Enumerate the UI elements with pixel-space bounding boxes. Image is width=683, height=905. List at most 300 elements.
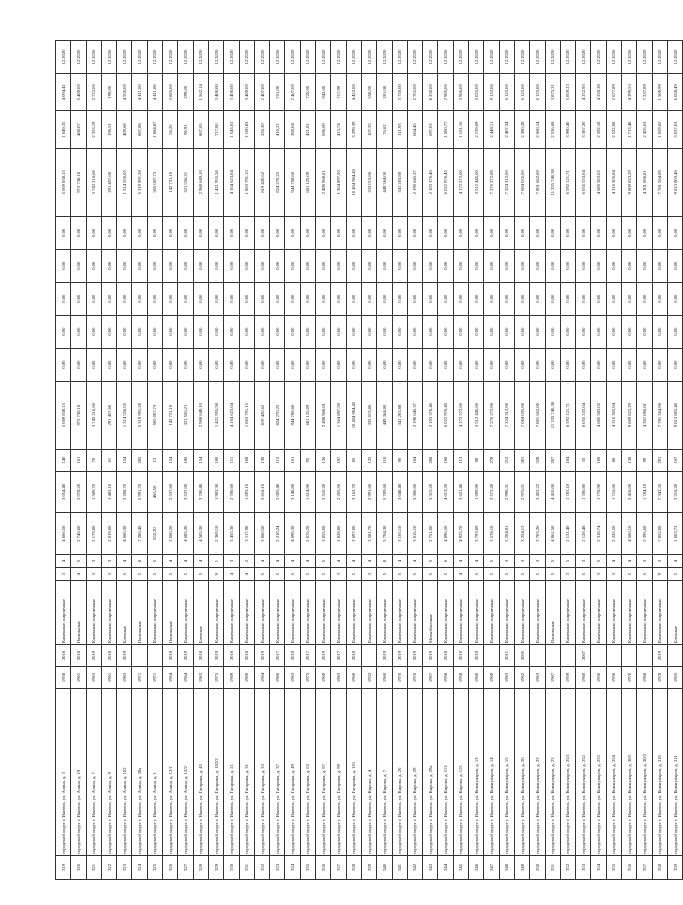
table-cell-floors: 5 (576, 568, 591, 581)
table-cell-year-built: 1960 (377, 666, 392, 688)
table-cell-rate: 7 237,89 (637, 74, 652, 111)
table-cell-total-area: 5 794,30 (377, 513, 392, 555)
table-cell-year-repair: 2017 (270, 645, 285, 667)
table-cell-col-b: 0,00 (438, 315, 453, 348)
table-cell-year-built: 1978 (652, 666, 667, 688)
table-cell-address: городской округ г. Ижевск, ул. Гагарина, д. 99 (331, 688, 346, 855)
table-cell-end-date: 12.2020 (514, 41, 529, 74)
table-cell-address: городской округ г. Ижевск, ул. Коммунаров, д. 25/1 (560, 688, 575, 855)
table-cell-num: 321 (86, 855, 101, 879)
table-cell-num: 334 (285, 855, 300, 879)
table-cell-col-e: 0,00 (270, 216, 285, 249)
table-cell-rate: 550,00 (361, 74, 376, 111)
table-cell-col-d: 0,00 (300, 249, 315, 282)
table-cell-balance: 1 421 955,58 (208, 148, 223, 216)
table-cell-col-b: 0,00 (591, 315, 606, 348)
table-cell-living-area: 465,50 (147, 471, 162, 513)
table-cell-col-e: 0,00 (178, 216, 193, 249)
table-cell-year-repair (606, 645, 621, 667)
table-cell-total-area: 4 896,50 (438, 513, 453, 555)
table-cell-year-repair: 2018 (163, 645, 178, 667)
table-cell-floors: 5 (530, 568, 545, 581)
table-cell-wall-material: Каменные, кирпичные (86, 581, 101, 645)
table-cell-num: 331 (239, 855, 254, 879)
table-cell-wall-material: Каменные, кирпичные (239, 581, 254, 645)
table-row (147, 41, 162, 880)
table-cell-rate: 1 500,99 (652, 74, 667, 111)
table-cell-total-area: 4 090,30 (285, 513, 300, 555)
table-cell-wall-material: Каменные, кирпичные (224, 581, 239, 645)
table-cell-col-a: 0,00 (178, 348, 193, 381)
table-cell-entrances: 4 (56, 555, 71, 568)
table-cell-end-date: 12.2020 (208, 41, 223, 74)
table-cell-wall-material: Блочные (667, 581, 682, 645)
table-cell-col-a: 0,00 (499, 348, 514, 381)
table-cell-rate: 4 252,93 (576, 74, 591, 111)
table-cell-per-sqm: 2 660,14 (530, 111, 545, 148)
table-cell-col-b: 0,00 (637, 315, 652, 348)
table-cell-fund-amount: 11 335 740,38 (545, 381, 560, 449)
table-cell-end-date: 12.2020 (560, 41, 575, 74)
table-cell-fund-amount: 321 556,21 (178, 381, 193, 449)
table-cell-col-e: 0,00 (652, 216, 667, 249)
table-cell-col-a: 0,00 (56, 348, 71, 381)
table-cell-living-area: 3 054,40 (56, 471, 71, 513)
data-table (55, 40, 683, 880)
table-cell-floors: 5 (407, 568, 422, 581)
table-cell-fund-amount: 5 319 991,28 (132, 381, 147, 449)
table-cell-col-e: 0,00 (208, 216, 223, 249)
table-cell-col-c: 0,00 (224, 282, 239, 315)
table-cell-col-d: 0,00 (346, 249, 361, 282)
table-cell-residents: 328 (530, 449, 545, 471)
table-cell-col-b: 0,00 (576, 315, 591, 348)
table-cell-entrances: 5 (71, 555, 86, 568)
table-cell-living-area: 2 700,60 (224, 471, 239, 513)
table-cell-year-repair: 2019 (208, 645, 223, 667)
table-cell-col-b: 0,00 (499, 315, 514, 348)
table-cell-entrances: 5 (560, 555, 575, 568)
table-cell-year-repair (132, 645, 147, 667)
table-cell-col-a: 0,00 (254, 348, 269, 381)
table-cell-col-e: 0,00 (438, 216, 453, 249)
table-cell-col-c: 0,00 (606, 282, 621, 315)
table-cell-address: городской округ г. Ижевск, ул. Коммунаров, д. 254 (606, 688, 621, 855)
table-cell-col-e: 0,00 (469, 216, 484, 249)
table-cell-rate: 3 966,00 (453, 74, 468, 111)
table-row (499, 41, 514, 880)
table-cell-entrances: 4 (667, 555, 682, 568)
table-row (514, 41, 529, 880)
table-cell-entrances: 3 (514, 555, 529, 568)
table-cell-col-d: 0,00 (560, 249, 575, 282)
table-cell-per-sqm: 410,21 (270, 111, 285, 148)
table-cell-residents: 161 (285, 449, 300, 471)
table-row (101, 41, 116, 880)
table-cell-num: 339 (361, 855, 376, 879)
table-cell-rate: 9 132,00 (484, 74, 499, 111)
table-cell-total-area: 3 860,50 (254, 513, 269, 555)
table-cell-residents: 167 (667, 449, 682, 471)
table-cell-per-sqm: 2 455,63 (637, 111, 652, 148)
table-cell-year-built: 1969 (316, 666, 331, 688)
table-cell-fund-amount: 4 301 006,81 (637, 381, 652, 449)
table-cell-col-a: 0,00 (71, 348, 86, 381)
table-cell-year-repair: 2018 (101, 645, 116, 667)
table-cell-address: городской округ г. Ижевск, ул. Азина, д. 12/1 (163, 688, 178, 855)
table-cell-num: 320 (71, 855, 86, 879)
table-cell-wall-material: Каменные, кирпичные (178, 581, 193, 645)
table-cell-balance: 6 055 533,04 (576, 148, 591, 216)
table-cell-total-area: 3 703,26 (530, 513, 545, 555)
table-cell-col-d: 0,00 (545, 249, 560, 282)
table-cell-col-b: 0,00 (239, 315, 254, 348)
table-cell-col-a: 0,00 (576, 348, 591, 381)
table-cell-col-a: 0,00 (484, 348, 499, 381)
table-cell-per-sqm: 2 522,08 (606, 111, 621, 148)
table-cell-per-sqm: 226,20 (254, 111, 269, 148)
table-cell-balance: 449 364,00 (377, 148, 392, 216)
table-row (652, 41, 667, 880)
table-cell-balance: 2 103 376,40 (423, 148, 438, 216)
table-cell-col-c: 0,00 (530, 282, 545, 315)
table-cell-col-e: 0,00 (545, 216, 560, 249)
table-cell-fund-amount: 5 069 838,15 (56, 381, 71, 449)
table-cell-col-a: 0,00 (407, 348, 422, 381)
table-cell-total-area: 2 318,74 (591, 513, 606, 555)
table-cell-end-date: 12.2020 (438, 41, 453, 74)
table-cell-entrances: 4 (178, 555, 193, 568)
table-cell-floors: 4 (71, 568, 86, 581)
table-cell-col-a: 0,00 (438, 348, 453, 381)
table-cell-year-repair: 2018 (346, 645, 361, 667)
table-cell-floors: 5 (545, 568, 560, 581)
table-cell-total-area: 3 581,70 (361, 513, 376, 555)
table-row (392, 41, 407, 880)
table-cell-num: 337 (331, 855, 346, 879)
table-cell-per-sqm: 2 380,28 (514, 111, 529, 148)
table-cell-col-d: 0,00 (499, 249, 514, 282)
table-cell-per-sqm: 413,74 (331, 111, 346, 148)
table-cell-end-date: 12.2020 (361, 41, 376, 74)
table-cell-col-c: 0,00 (101, 282, 116, 315)
table-cell-year-repair: 2019 (117, 645, 132, 667)
table-cell-num: 357 (637, 855, 652, 879)
table-cell-fund-amount: 332 013,86 (361, 381, 376, 449)
table-cell-year-built: 1969 (484, 666, 499, 688)
table-cell-col-e: 0,00 (361, 216, 376, 249)
table-cell-col-d: 0,00 (132, 249, 147, 282)
table-cell-residents: 104 (407, 449, 422, 471)
table-cell-fund-amount: 505 007,73 (147, 381, 162, 449)
table-cell-num: 346 (469, 855, 484, 879)
table-cell-residents: 136 (316, 449, 331, 471)
table-cell-floors: 5 (423, 568, 438, 581)
table-cell-total-area: 3 578,10 (484, 513, 499, 555)
table-cell-year-built: 1961 (101, 666, 116, 688)
table-cell-living-area: 1 699,90 (469, 471, 484, 513)
table-cell-rate: 3 400,00 (239, 74, 254, 111)
table-cell-col-d: 0,00 (163, 249, 178, 282)
table-cell-year-built: 1960 (239, 666, 254, 688)
table-cell-year-built: 1975 (208, 666, 223, 688)
table-cell-address: городской округ г. Ижевск, ул. Азина, д. 102 (117, 688, 132, 855)
table-cell-floors: 5 (667, 568, 682, 581)
table-cell-residents: 288 (423, 449, 438, 471)
table-cell-entrances: 5 (545, 555, 560, 568)
table-cell-balance: 341 203,88 (392, 148, 407, 216)
table-cell-col-e: 0,00 (117, 216, 132, 249)
table-cell-col-b: 0,00 (147, 315, 162, 348)
table-cell-num: 343 (423, 855, 438, 879)
table-cell-year-built: 1967 (545, 666, 560, 688)
table-cell-rate: 3 750,00 (392, 74, 407, 111)
table-row (377, 41, 392, 880)
table-cell-wall-material: Каменные, кирпичные (499, 581, 514, 645)
table-cell-col-b: 0,00 (621, 315, 636, 348)
table-cell-fund-amount: 819 420,62 (254, 381, 269, 449)
table-cell-residents: 285 (132, 449, 147, 471)
table-cell-year-repair (591, 645, 606, 667)
table-cell-num: 348 (499, 855, 514, 879)
table-row (576, 41, 591, 880)
table-cell-col-b: 0,00 (178, 315, 193, 348)
table-cell-col-d: 0,00 (438, 249, 453, 282)
table-cell-col-a: 0,00 (423, 348, 438, 381)
table-cell-col-e: 0,00 (163, 216, 178, 249)
table-cell-col-a: 0,00 (591, 348, 606, 381)
table-cell-num: 359 (667, 855, 682, 879)
table-cell-living-area: 1 693,10 (239, 471, 254, 513)
table-cell-fund-amount: 1 421 955,58 (208, 381, 223, 449)
table-cell-year-built: 1960 (270, 666, 285, 688)
table-cell-living-area: 2 078,20 (71, 471, 86, 513)
table-cell-total-area: 2 076,20 (300, 513, 315, 555)
table-cell-year-built: 1969 (224, 666, 239, 688)
table-row (438, 41, 453, 880)
table-cell-year-built: 1962 (514, 666, 529, 688)
table-cell-num: 319 (56, 855, 71, 879)
table-cell-num: 354 (591, 855, 606, 879)
table-cell-per-sqm: 76,62 (377, 111, 392, 148)
table-cell-col-d: 0,00 (392, 249, 407, 282)
table-cell-address: городской округ г. Ижевск, ул. Коммунаров, д. 15 (499, 688, 514, 855)
table-cell-end-date: 12.2020 (392, 41, 407, 74)
table-cell-col-a: 0,00 (606, 348, 621, 381)
table-cell-col-b: 0,00 (361, 315, 376, 348)
table-cell-end-date: 12.2020 (193, 41, 208, 74)
table-cell-per-sqm: 3 037,03 (667, 111, 682, 148)
table-cell-balance: 819 420,62 (254, 148, 269, 216)
table-cell-rate: 5 859,23 (560, 74, 575, 111)
table-cell-residents: 113 (453, 449, 468, 471)
table-cell-col-d: 0,00 (270, 249, 285, 282)
table-cell-end-date: 12.2020 (254, 41, 269, 74)
table-cell-entrances: 4 (606, 555, 621, 568)
table-cell-fund-amount: 6 022 976,45 (438, 381, 453, 449)
table-cell-floors: 5 (438, 568, 453, 581)
table-cell-balance: 7 276 272,00 (484, 148, 499, 216)
table-cell-year-built: 1971 (132, 666, 147, 688)
table-row (86, 41, 101, 880)
table-cell-col-b: 0,00 (652, 315, 667, 348)
table-cell-fund-amount: 7 801 662,00 (530, 381, 545, 449)
table-cell-col-a: 0,00 (270, 348, 285, 381)
table-cell-col-d: 0,00 (407, 249, 422, 282)
table-cell-address: городской округ г. Ижевск, ул. Гагарина, д. 63 (300, 688, 315, 855)
table-cell-living-area: 1 780,80 (576, 471, 591, 513)
table-cell-year-built: 1963 (86, 666, 101, 688)
table-cell-balance: 9 869 823,29 (621, 148, 636, 216)
table-cell-balance: 10 434 984,45 (346, 148, 361, 216)
table-cell-col-e: 0,00 (514, 216, 529, 249)
table-cell-col-c: 0,00 (621, 282, 636, 315)
table-cell-fund-amount: 1 364 897,50 (331, 381, 346, 449)
table-cell-col-d: 0,00 (469, 249, 484, 282)
table-cell-fund-amount: 4 685 583,02 (591, 381, 606, 449)
table-cell-col-d: 0,00 (178, 249, 193, 282)
table-cell-col-b: 0,00 (224, 315, 239, 348)
rotated-table-container (55, 40, 678, 880)
table-cell-total-area: 2 746,60 (71, 513, 86, 555)
table-cell-col-a: 0,00 (331, 348, 346, 381)
table-cell-residents: 301 (514, 449, 529, 471)
table-cell-end-date: 12.2020 (453, 41, 468, 74)
table-cell-residents: 86 (606, 449, 621, 471)
table-cell-rate: 751,00 (270, 74, 285, 111)
table-cell-col-a: 0,00 (101, 348, 116, 381)
table-cell-floors: 9 (652, 568, 667, 581)
table-cell-entrances: 6 (438, 555, 453, 568)
table-cell-wall-material: Каменные, кирпичные (331, 581, 346, 645)
table-row (621, 41, 636, 880)
table-cell-per-sqm: 1 543,01 (224, 111, 239, 148)
table-cell-rate: 2 407,00 (254, 74, 269, 111)
table-cell-total-area: 2 226,50 (606, 513, 621, 555)
table-cell-wall-material: Блочные (193, 581, 208, 645)
table-cell-col-b: 0,00 (300, 315, 315, 348)
table-cell-living-area: 1 784,10 (637, 471, 652, 513)
table-cell-entrances: 4 (361, 555, 376, 568)
table-cell-living-area: 3 453,22 (530, 471, 545, 513)
table-cell-per-sqm: 1 713,48 (621, 111, 636, 148)
table-cell-col-d: 0,00 (117, 249, 132, 282)
table-cell-col-d: 0,00 (423, 249, 438, 282)
table-cell-rate: 4 228,38 (591, 74, 606, 111)
table-cell-year-built: 1975 (300, 666, 315, 688)
table-cell-year-built: 1963 (530, 666, 545, 688)
table-cell-col-e: 0,00 (86, 216, 101, 249)
table-cell-per-sqm: 111,93 (392, 111, 407, 148)
table-cell-num: 330 (224, 855, 239, 879)
table-cell-col-b: 0,00 (423, 315, 438, 348)
table-cell-end-date: 12.2020 (499, 41, 514, 74)
table-cell-floors: 3 (101, 568, 116, 581)
table-cell-balance: 2 498 968,81 (316, 148, 331, 216)
table-cell-wall-material: Каменные, кирпичные (637, 581, 652, 645)
table-cell-rate: 4 094,41 (56, 74, 71, 111)
table-cell-per-sqm: 2 159,69 (469, 111, 484, 148)
table-cell-fund-amount: 3 743 216,60 (86, 381, 101, 449)
table-cell-residents: 106 (591, 449, 606, 471)
table-cell-col-b: 0,00 (560, 315, 575, 348)
table-cell-per-sqm: 807,65 (193, 111, 208, 148)
table-cell-residents: 154 (193, 449, 208, 471)
table-cell-living-area: 1 783,10 (560, 471, 575, 513)
table-cell-wall-material: Мелкоблочные (423, 581, 438, 645)
table-cell-year-repair (637, 645, 652, 667)
table-cell-total-area: 3 016,10 (407, 513, 422, 555)
table-cell-total-area: 4 060,30 (117, 513, 132, 555)
table-cell-year-built: 1970 (407, 666, 422, 688)
table-cell-col-c: 0,00 (254, 282, 269, 315)
table-cell-fund-amount: 2 103 376,40 (423, 381, 438, 449)
table-cell-year-repair (530, 645, 545, 667)
table-cell-per-sqm: 1 059,65 (652, 111, 667, 148)
table-cell-year-repair: 2018 (285, 645, 300, 667)
table-cell-residents: 98 (469, 449, 484, 471)
table-cell-rate: 1 562,14 (193, 74, 208, 111)
table-cell-end-date: 12.2020 (591, 41, 606, 74)
table-cell-col-c: 0,00 (331, 282, 346, 315)
table-cell-col-c: 0,00 (208, 282, 223, 315)
table-cell-col-d: 0,00 (621, 249, 636, 282)
table-row (239, 41, 254, 880)
table-cell-entrances: 3 (499, 555, 514, 568)
table-cell-wall-material: Блочные (117, 581, 132, 645)
table-cell-residents: 85 (346, 449, 361, 471)
table-cell-fund-amount: 7 324 312,00 (499, 381, 514, 449)
table-cell-rate: 5 400,00 (71, 74, 86, 111)
table-cell-balance: 6 592 121,71 (560, 148, 575, 216)
table-cell-address: городской округ г. Ижевск, ул. Азина, д. 3 (56, 688, 71, 855)
table-cell-residents: 278 (484, 449, 499, 471)
table-cell-living-area: 3 537,00 (178, 471, 193, 513)
table-cell-living-area: 2 005,40 (270, 471, 285, 513)
table-cell-num: 341 (392, 855, 407, 879)
table-cell-col-b: 0,00 (484, 315, 499, 348)
table-cell-living-area: 3 510,20 (316, 471, 331, 513)
table-cell-col-e: 0,00 (560, 216, 575, 249)
table-cell-year-repair: 2016 (453, 645, 468, 667)
table-cell-col-d: 0,00 (606, 249, 621, 282)
table-cell-living-area: 3 148,80 (285, 471, 300, 513)
table-cell-col-d: 0,00 (193, 249, 208, 282)
table-cell-entrances: 4 (193, 555, 208, 568)
table-cell-col-b: 0,00 (606, 315, 621, 348)
table-cell-rate: 4 411,00 (147, 74, 162, 111)
table-cell-balance: 7 781 564,00 (652, 148, 667, 216)
table-cell-floors: 5 (132, 568, 147, 581)
table-cell-col-a: 0,00 (652, 348, 667, 381)
table-cell-per-sqm: 2 407,34 (499, 111, 514, 148)
table-row (285, 41, 300, 880)
table-cell-num: 332 (254, 855, 269, 879)
table-cell-end-date: 12.2020 (71, 41, 86, 74)
table-cell-address: городской округ г. Ижевск, ул. Коммунаров, д. 311 (667, 688, 682, 855)
table-cell-year-built: 1963 (331, 666, 346, 688)
table-cell-wall-material: Панельные (132, 581, 147, 645)
table-cell-col-c: 0,00 (270, 282, 285, 315)
table-cell-num: 353 (576, 855, 591, 879)
table-cell-col-b: 0,00 (117, 315, 132, 348)
table-cell-balance: 824 270,25 (270, 148, 285, 216)
table-cell-living-area: 3 162,70 (346, 471, 361, 513)
table-cell-living-area: 3 048,40 (392, 471, 407, 513)
table-cell-col-e: 0,00 (71, 216, 86, 249)
table-cell-floors: 3 (560, 568, 575, 581)
table-cell-entrances: 4 (392, 555, 407, 568)
